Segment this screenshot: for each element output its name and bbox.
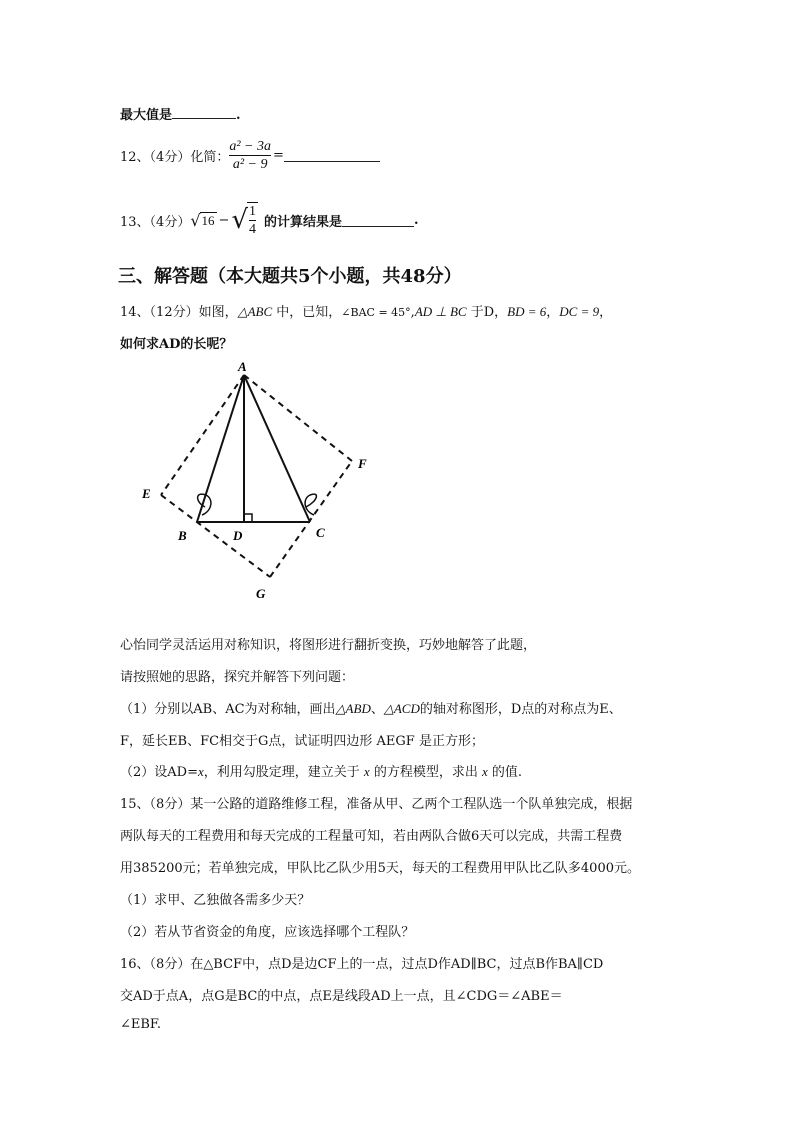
question-14-part2: （2）设AD=x，利用勾股定理，建立关于 x 的方程模型，求出 x 的值. <box>120 764 523 780</box>
question-14-desc2: 请按照她的思路，探究并解答下列问题： <box>120 670 355 685</box>
question-13: 13、（4分） √ 16 − √ $\frac{1}{4}$ 的计算结果是 . <box>120 204 419 237</box>
segment-ac <box>244 375 310 522</box>
label-d: D <box>233 528 243 543</box>
q11-tail: 最大值是 . <box>120 108 241 123</box>
label-g: G <box>256 586 266 601</box>
label-a: A <box>238 359 247 374</box>
label-c: C <box>316 525 325 540</box>
question-16-line3: ∠EBF. <box>120 1017 162 1032</box>
question-14-line1: 14、（12分）如图，△ABC 中，已知，∠BAC = 45°,AD ⊥ BC 于D，BD = 6，DC = 9， <box>120 304 613 320</box>
question-15-sub2: （2）若从节省资金的角度，应该选择哪个工程队？ <box>120 925 415 940</box>
label-b: B <box>178 528 187 543</box>
question-15-line1: 15、（8分）某一公路的道路维修工程，准备从甲、乙两个工程队选一个队单独完成，根据 <box>120 797 633 812</box>
segment-fa <box>244 375 352 461</box>
label-e: E <box>142 486 151 501</box>
fraction: $\frac{\text{a² − 3a}}{\text{a² − 9}}$ <box>229 139 271 172</box>
question-12: 12、（4分）化简： $\frac{\text{a² − 3a}}{\text{a² − 9}}$ = <box>120 138 380 173</box>
question-16-line1: 16、（8分）在△BCF中，点D是边CF上的一点，过点D作AD∥BC，过点B作BA∥CD <box>120 957 604 972</box>
section-title: 三、解答题（本大题共5个小题，共48分） <box>118 266 462 287</box>
geometry-figure <box>130 355 380 605</box>
fold-arrow-right <box>305 494 316 515</box>
answer-blank <box>342 214 414 227</box>
label-f: F <box>358 456 367 471</box>
answer-blank <box>284 149 380 162</box>
segment-ae <box>161 375 244 495</box>
question-14-part1-cont: F，延长EB、FC相交于G点，试证明四边形 AEGF 是正方形； <box>120 734 484 749</box>
question-15-sub1: （1）求甲、乙独做各需多少天？ <box>120 893 311 908</box>
answer-blank <box>172 106 236 119</box>
question-15-line2: 两队每天的工程费用和每天完成的工程量可知，若由两队合做6天可以完成，共需工程费 <box>120 829 623 844</box>
segment-ab <box>197 375 244 522</box>
right-angle-mark <box>244 514 252 522</box>
segment-gf <box>270 461 352 577</box>
question-16-line2: 交AD于点A，点G是BC的中点，点E是线段AD上一点，且∠CDG＝∠ABE＝ <box>120 989 563 1004</box>
question-14-line2: 如何求AD的长呢？ <box>120 337 233 352</box>
question-14-part1: （1）分别以AB、AC为对称轴，画出△ABD、△ACD的轴对称图形，D点的对称点为E、 <box>120 701 622 717</box>
question-14-desc1: 心怡同学灵活运用对称知识，将图形进行翻折变换，巧妙地解答了此题， <box>120 638 537 653</box>
question-15-line3: 用385200元；若单独完成，甲队比乙队少用5天，每天的工程费用甲队比乙队多4000元。 <box>120 861 640 876</box>
